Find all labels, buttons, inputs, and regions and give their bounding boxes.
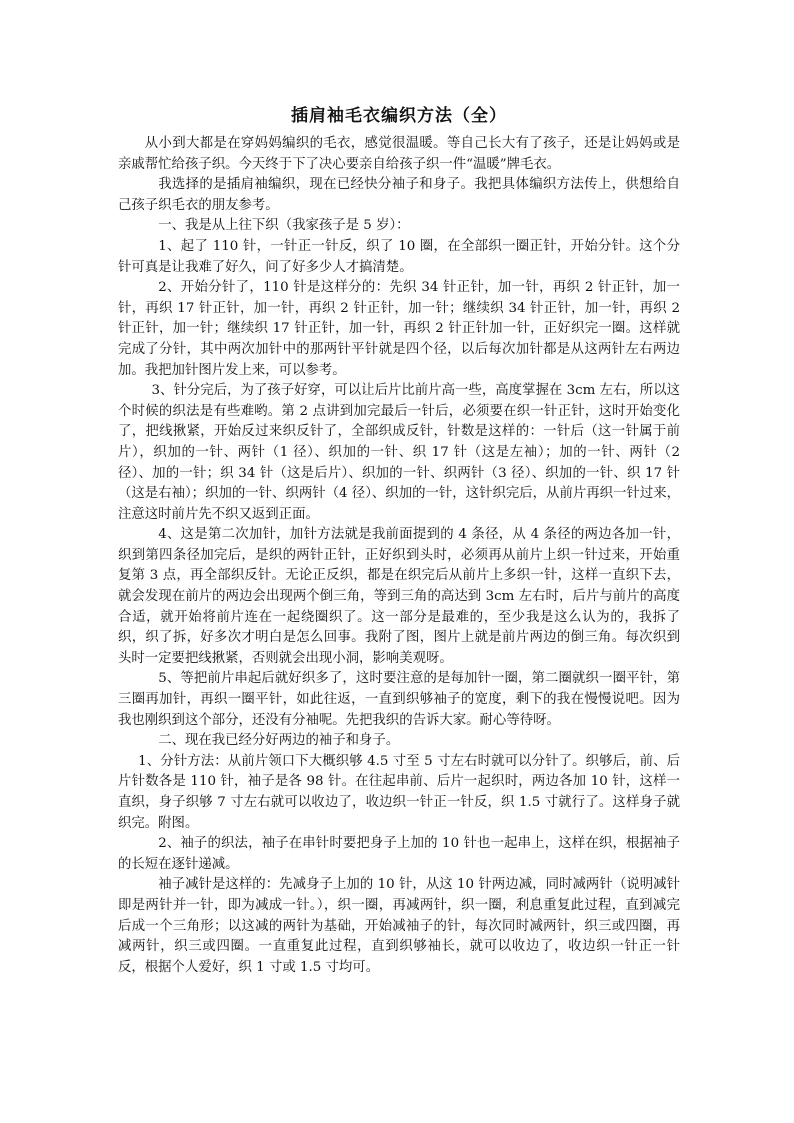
document-page xyxy=(118,104,680,978)
paragraph-sleeve-method: 2、袖子的织法，袖子在串针时要把身子上加的 10 针也一起串上，这样在织，根据袖子的长短在逐针递减。 xyxy=(118,836,680,872)
paragraph-sleeve-decrease: 袖子减针是这样的：先减身子上加的 10 针，从这 10 针两边减，同时减两针（说明减针即是两针并一针，即为减成一针。），织一圈，再减两针，织一圈，利息重复此过程，直到减完后成一个三角形；以这减的两针为基础，开始减袖子的针，每次同时减两针，织三或四圈，再减两针，织三或四圈。一直重复此过程，直到织够袖长，就可以收边了，收边织一针正一针反，根据个人爱好，织 1 寸或 1.5 寸均可。 xyxy=(118,877,680,975)
paragraph-step-3: 3、针分完后，为了孩子好穿，可以让后片比前片高一些，高度掌握在 3cm 左右，所以这个时候的织法是有些难哟。第 2 点讲到加完最后一针后，必须要在织一针正针，这时开始变化了，把线揪紧，开始反过来织反针了，全部织成反针，针数是这样的：一针后（这一针属于前片），织加的一针、两针（1 径）、织加的一针、织 17 针（这是左袖）；加的一针、两针（2 径）、加的一针；织 34 针（这是后片）、织加的一针、织两针（3 径）、织加的一针、织 17 针（这是右袖）；织加的一针、织两针（4 径）、织加的一针，这针织完后，从前片再织一针过来，注意这时前片先不织又返到正面。 xyxy=(118,383,680,522)
paragraph-step-1: 1、起了 110 针，一针正一针反，织了 10 圈，在全部织一圈正针，开始分针。这个分针可真是让我难了好久，问了好多少人才搞清楚。 xyxy=(118,238,680,275)
paragraph-split-method: 1、分针方法：从前片领口下大概织够 4.5 寸至 5 寸左右时就可以分针了。织够后，前、后片针数各是 110 针，袖子是各 98 针。在往起串前、后片一起织时，两边各加 10 针，这样一直织，身子织够 7 寸左右就可以收边了，收边织一针正一针反，织 1.5 寸就行了。这样身子就织完。附图。 xyxy=(118,753,680,831)
document-title: 插肩袖毛衣编织方法（全） xyxy=(291,106,507,126)
paragraph-step-4: 4、这是第二次加针，加针方法就是我前面提到的 4 条径，从 4 条径的两边各加一针，织到第四条径加完后，是织的两针正针，正好织到头时，必须再从前片上织一针过来，开始重复第 3 点，再全部织反针。无论正反织，都是在织完后从前片上多织一针，这样一直织下去，就会发现在前片的两边会出现两个倒三角，等到三角的高达到 3cm 左右时，后片与前片的高度合适，就开始将前片连在一起绕圈织了。这一部分是最难的，至少我是这么认为的，我拆了织，织了拆，好多次才明白是怎么回事。我附了图，图片上就是前片两边的倒三角。每次织到头时一定要把线揪紧，否则就会出现小洞，影响美观呀。 xyxy=(118,527,680,666)
section-heading-2: 二、现在我已经分好两边的袖子和身子。 xyxy=(158,733,400,749)
paragraph-intro: 从小到大都是在穿妈妈编织的毛衣，感觉很温暖。等自己长大有了孩子，还是让妈妈或是亲戚帮忙给孩子织。今天终于下了决心要亲自给孩子织一件“温暖”牌毛衣。 xyxy=(118,136,680,172)
paragraph-choice: 我选择的是插肩袖编织，现在已经快分袖子和身子。我把具体编织方法传上，供想给自己孩子织毛衣的朋友参考。 xyxy=(118,177,680,213)
paragraph-step-5: 5、等把前片串起后就好织多了，这时要注意的是每加针一圈，第二圈就织一圈平针，第三圈再加针，再织一圈平针，如此往返，一直到织够袖子的宽度，剩下的我在慢慢说吧。因为我也刚织到这个部分，还没有分袖呢。先把我织的告诉大家。耐心等待呀。 xyxy=(118,671,680,728)
section-heading-1: 一、我是从上往下织（我家孩子是 5 岁）： xyxy=(158,218,410,234)
paragraph-step-2: 2、开始分针了，110 针是这样分的：先织 34 针正针，加一针，再织 2 针正针，加一针，再织 17 针正针，加一针，再织 2 针正针，加一针；继续织 34 针正针，加一针，再织 2 针正针，加一针；继续织 17 针正针，加一针，再织 2 针正针加一针，正好织完一圈。这样就完成了分针，其中两次加针中的那两针平针就是四个径，以后每次加针都是从这两针左右两边加。我把加针图片发上来，可以参考。 xyxy=(118,280,680,378)
